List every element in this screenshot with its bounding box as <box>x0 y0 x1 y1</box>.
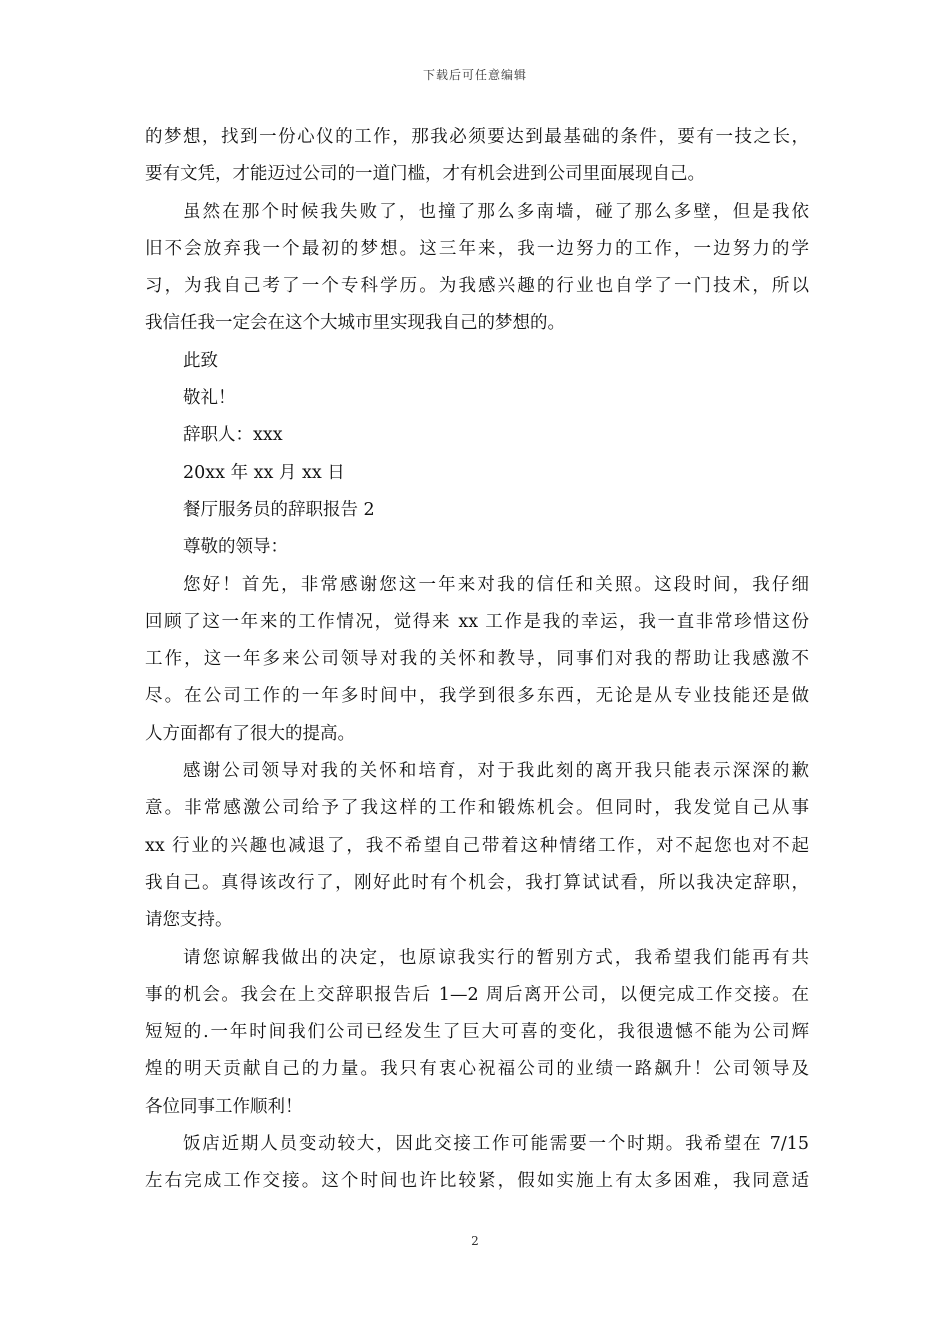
text-line: 尽。在公司工作的一年多时间中，我学到很多东西，无论是从专业技能还是做 <box>145 686 809 707</box>
text-line: 左右完成工作交接。这个时间也许比较紧，假如实施上有太多困难，我同意适 <box>145 1171 809 1192</box>
document-body <box>145 119 809 1201</box>
section-title: 餐厅服务员的辞职报告 2 <box>183 499 375 520</box>
closing-regards: 敬礼！ <box>183 388 236 409</box>
text-line: 虽然在那个时候我失败了，也撞了那么多南墙，碰了那么多壁，但是我依 <box>183 201 809 222</box>
text-line: 旧不会放弃我一个最初的梦想。这三年来，我一边努力的工作，一边努力的学 <box>145 238 809 259</box>
text-line: xx 行业的兴趣也减退了，我不希望自己带着这种情绪工作，对不起您也对不起 <box>145 835 809 856</box>
closing-salutation: 此致 <box>183 350 218 371</box>
page-number: 2 <box>471 1234 479 1248</box>
text-line: 您好！首先，非常感谢您这一年来对我的信任和关照。这段时间，我仔细 <box>183 574 809 595</box>
text-line: 请您谅解我做出的决定，也原谅我实行的暂别方式，我希望我们能再有共 <box>183 947 809 968</box>
greeting-line: 尊敬的领导： <box>183 537 288 558</box>
text-line: 人方面都有了很大的提高。 <box>145 723 355 744</box>
text-line: 习，为我自己考了一个专科学历。为我感兴趣的行业也自学了一门技术，所以 <box>145 276 809 297</box>
text-line: 我自己。真得该改行了，刚好此时有个机会，我打算试试看，所以我决定辞职， <box>145 872 809 893</box>
text-line: 煌的明天贡献自己的力量。我只有衷心祝福公司的业绩一路飙升！公司领导及 <box>145 1059 809 1080</box>
text-line: 工作，这一年多来公司领导对我的关怀和教导，同事们对我的帮助让我感激不 <box>145 649 809 670</box>
text-line: 的梦想，找到一份心仪的工作，那我必须要达到最基础的条件，要有一技之长， <box>145 127 809 147</box>
date-line: 20xx 年 xx 月 xx 日 <box>183 462 345 483</box>
text-line: 饭店近期人员变动较大，因此交接工作可能需要一个时期。我希望在 7/15 <box>183 1134 809 1155</box>
page-header: 下载后可任意编辑 <box>422 68 527 82</box>
text-line: 请您支持。 <box>145 910 233 931</box>
text-line: 事的机会。我会在上交辞职报告后 1—2 周后离开公司，以便完成工作交接。在 <box>145 984 809 1005</box>
text-line: 各位同事工作顺利！ <box>145 1096 303 1117</box>
text-line: 我信任我一定会在这个大城市里实现我自己的梦想的。 <box>145 313 565 334</box>
text-line: 意。非常感激公司给予了我这样的工作和锻炼机会。但同时，我发觉自己从事 <box>145 798 809 819</box>
text-line: 感谢公司领导对我的关怀和培育，对于我此刻的离开我只能表示深深的歉 <box>183 761 809 782</box>
text-line: 短短的.一年时间我们公司已经发生了巨大可喜的变化，我很遗憾不能为公司辉 <box>145 1022 809 1043</box>
text-line: 回顾了这一年来的工作情况，觉得来 xx 工作是我的幸运，我一直非常珍惜这份 <box>145 611 809 632</box>
signature-line: 辞职人：xxx <box>183 425 283 446</box>
text-line: 要有文凭，才能迈过公司的一道门槛，才有机会进到公司里面展现自己。 <box>145 164 705 185</box>
